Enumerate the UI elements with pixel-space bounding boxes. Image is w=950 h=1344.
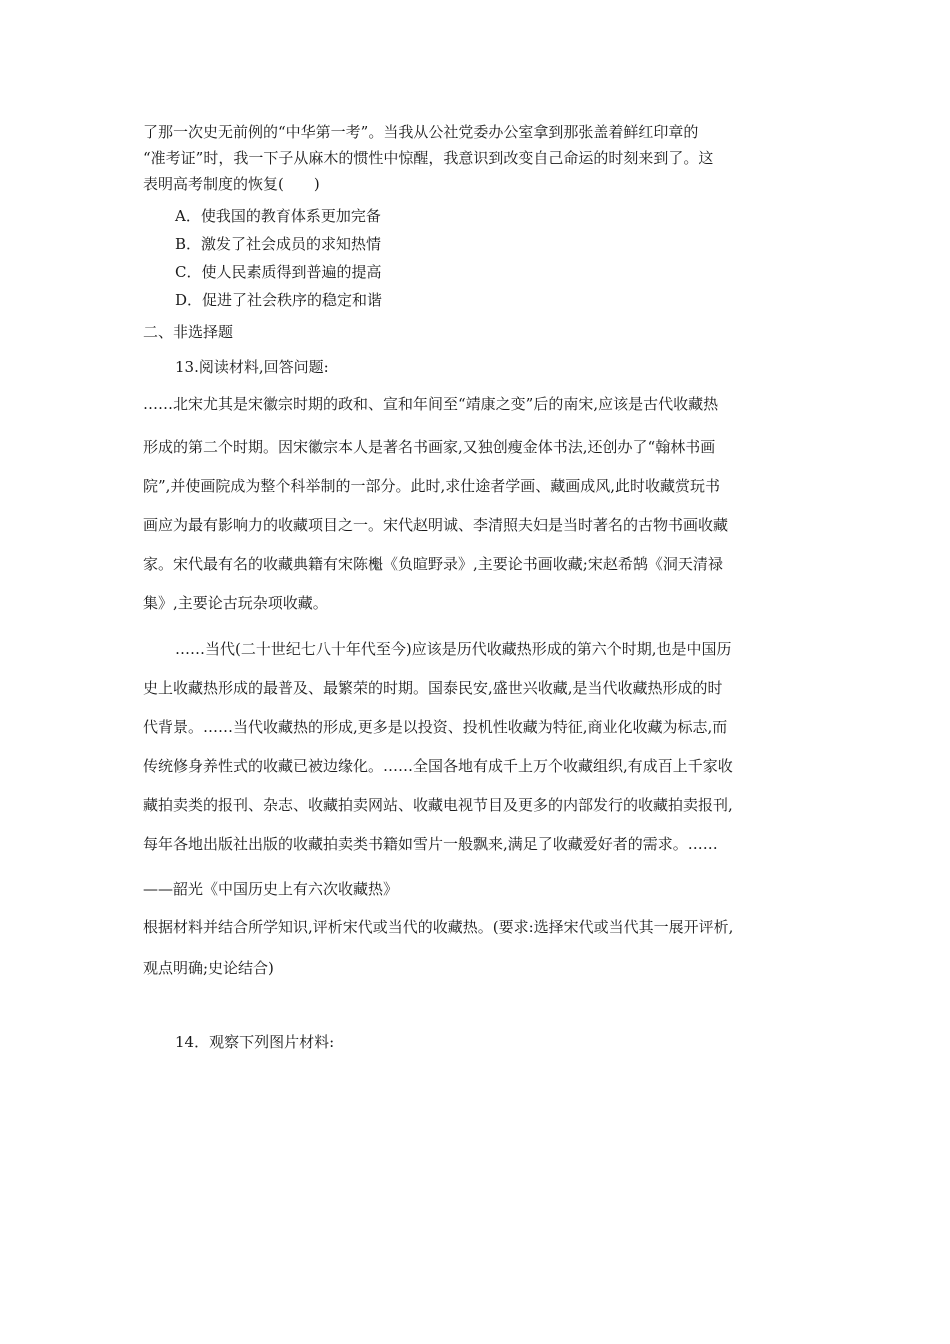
q12-stem-line: “准考证”时，我一下子从麻木的惯性中惊醒，我意识到改变自己命运的时刻来到了。这 [143,149,714,167]
q13-material2-line: 藏拍卖类的报刊、杂志、收藏拍卖网站、收藏电视节目及更多的内部发行的收藏拍卖报刊, [143,796,733,814]
q12-stem-line: 表明高考制度的恢复( ) [143,175,320,193]
q12-option-a: A．使我国的教育体系更加完备 [175,207,381,225]
q13-material2-line: 传统修身养性式的收藏已被边缘化。……全国各地有成千上万个收藏组织,有成百上千家收 [143,757,733,775]
q12-option-b: B．激发了社会成员的求知热情 [175,235,382,253]
q12-option-c: C．使人民素质得到普遍的提高 [175,263,382,281]
q13-material1-line: 画应为最有影响力的收藏项目之一。宋代赵明诚、李清照夫妇是当时著名的古物书画收藏 [143,516,729,534]
q13-source-citation: ——韶光《中国历史上有六次收藏热》 [143,880,399,898]
q13-material1-line: 形成的第二个时期。因宋徽宗本人是著名书画家,又独创瘦金体书法,还创办了“翰林书画 [143,438,716,456]
q12-stem-line: 了那一次史无前例的“中华第一考”。当我从公社党委办公室拿到那张盖着鲜红印章的 [143,123,699,141]
q13-material1-line: 院”,并使画院成为整个科举制的一部分。此时,求仕途者学画、藏画成风,此时收藏赏玩书 [143,477,720,495]
q13-material2-line: ……当代(二十世纪七八十年代至今)应该是历代收藏热形成的第六个时期,也是中国历 [175,640,732,658]
section-heading: 二、非选择题 [143,323,234,341]
q13-material2-line: 每年各地出版社出版的收藏拍卖类书籍如雪片一般飘来,满足了收藏爱好者的需求。…… [143,835,718,853]
q13-prompt: 13.阅读材料,回答问题: [175,358,329,376]
q13-question-line: 根据材料并结合所学知识,评析宋代或当代的收藏热。(要求:选择宋代或当代其一展开评析, [143,918,734,936]
q13-material1-line: 家。宋代最有名的收藏典籍有宋陈櫆《负暄野录》,主要论书画收藏;宋赵希鹄《洞天清禄 [143,555,723,573]
q13-material1-line: 集》,主要论古玩杂项收藏。 [143,594,328,612]
q13-material2-line: 史上收藏热形成的最普及、最繁荣的时期。国泰民安,盛世兴收藏,是当代收藏热形成的时 [143,679,723,697]
q12-option-d: D．促进了社会秩序的稳定和谐 [175,291,383,309]
q13-question-line: 观点明确;史论结合) [143,959,274,977]
q13-material1-line: ……北宋尤其是宋徽宗时期的政和、宣和年间至“靖康之变”后的南宋,应该是古代收藏热 [143,395,719,413]
q13-material2-line: 代背景。……当代收藏热的形成,更多是以投资、投机性收藏为特征,商业化收藏为标志,而 [143,718,728,736]
q14-prompt: 14．观察下列图片材料: [175,1033,335,1051]
